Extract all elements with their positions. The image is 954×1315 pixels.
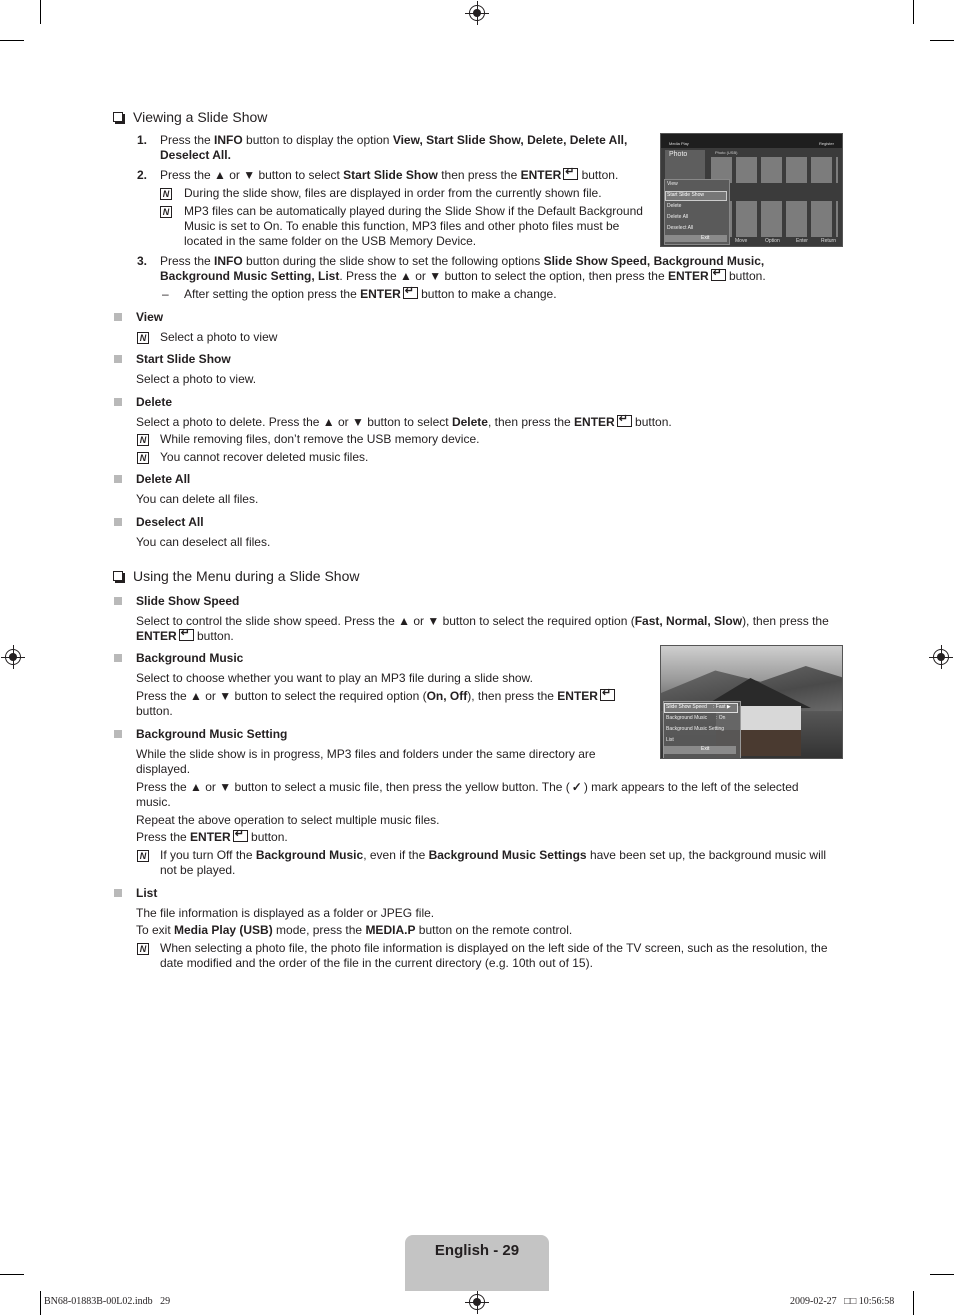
item-text: Press the ▲ or ▼ button to select a music file, then press the yellow button. The ( ✓ ) mark appears to the left of the selected xyxy=(136,780,799,794)
square-bullet-icon xyxy=(114,518,122,526)
note-icon: N xyxy=(137,943,149,955)
enter-icon xyxy=(233,830,248,842)
square-bullet-icon xyxy=(114,597,122,605)
step3-text: Press the INFO button during the slide show to set the following options Slide Show Speed, Background Music, xyxy=(160,254,765,268)
slide-menu-item: Background Music xyxy=(666,715,708,721)
item-title-deselect-all: Deselect All xyxy=(136,515,204,529)
checkbox-bullet-icon xyxy=(113,112,123,122)
item-text: music. xyxy=(136,795,171,809)
media-play-screenshot xyxy=(660,133,843,247)
item-text: displayed. xyxy=(136,762,191,776)
note-text: If you turn Off the Background Music, even if the Background Music Settings have been set up, the background music will xyxy=(160,848,827,862)
bottom-nav-enter: Enter xyxy=(796,238,808,244)
item-title-start-slide-show: Start Slide Show xyxy=(136,352,231,366)
note-icon: N xyxy=(160,206,172,218)
step2-text: Press the ▲ or ▼ button to select Start Slide Show then press the ENTER↵ button. xyxy=(160,168,618,183)
note-icon: N xyxy=(137,850,149,862)
registration-mark-icon xyxy=(469,1294,485,1310)
note-icon: N xyxy=(137,452,149,464)
note-text: MP3 files can be automatically played during the Slide Show if the Default Background xyxy=(184,204,643,218)
crop-mark xyxy=(0,40,24,41)
item-text: Select to choose whether you want to play an MP3 file during a slide show. xyxy=(136,671,533,685)
square-bullet-icon xyxy=(114,398,122,406)
slide-menu-value: : On xyxy=(716,715,726,721)
bottom-nav-return: Return xyxy=(821,238,837,244)
item-text: Select to control the slide show speed. Press the ▲ or ▼ button to select the required option (Fast, Normal, Slow), then press the xyxy=(136,614,829,628)
crop-mark xyxy=(40,0,41,24)
bottom-nav-move: Move xyxy=(735,238,748,244)
note-icon: N xyxy=(137,434,149,446)
options-exit-label: Exit xyxy=(701,235,710,241)
item-text: You can delete all files. xyxy=(136,492,259,506)
enter-icon xyxy=(711,269,726,281)
step-number: 3. xyxy=(137,254,148,268)
registration-mark-icon xyxy=(5,649,21,665)
item-title-background-music: Background Music xyxy=(136,651,244,665)
path-label: Photo (USB) xyxy=(715,150,738,155)
item-text: Press the ENTER↵ button. xyxy=(136,830,288,845)
options-menu-item: Start Slide Show xyxy=(667,192,704,198)
slide-menu-exit-bar xyxy=(664,746,736,754)
item-text: Repeat the above operation to select multiple music files. xyxy=(136,813,440,827)
checkmark-icon: ✓ xyxy=(571,780,582,794)
square-bullet-icon xyxy=(114,730,122,738)
section-title-viewing-slide-show: Viewing a Slide Show xyxy=(113,109,267,125)
square-bullet-icon xyxy=(114,654,122,662)
item-text: To exit Media Play (USB) mode, press the MEDIA.P button on the remote control. xyxy=(136,923,573,937)
enter-icon xyxy=(403,287,418,299)
slide-menu-item: List xyxy=(666,737,674,743)
section-title-menu-during-slide-show: Using the Menu during a Slide Show xyxy=(113,568,359,584)
square-bullet-icon xyxy=(114,313,122,321)
slide-menu-value: : Fast ▶ xyxy=(713,704,731,710)
item-text: The file information is displayed as a folder or JPEG file. xyxy=(136,906,435,920)
enter-icon xyxy=(600,689,615,701)
item-text: button. xyxy=(136,704,173,718)
item-title-delete-all: Delete All xyxy=(136,472,191,486)
slide-menu-exit-label: Exit xyxy=(701,746,710,752)
options-menu-item: Deselect All xyxy=(667,225,694,231)
screenshot-header-title: Media Play xyxy=(669,141,689,146)
thumbnail-grid-gap xyxy=(711,183,838,201)
item-text: While the slide show is in progress, MP3 files and folders under the same directory are xyxy=(136,747,596,761)
item-title-view: View xyxy=(136,310,164,324)
step-number: 2. xyxy=(137,168,148,182)
item-title-list: List xyxy=(136,886,158,900)
enter-icon xyxy=(563,168,578,180)
square-bullet-icon xyxy=(114,889,122,897)
note-text: When selecting a photo file, the photo file information is displayed on the left side of the TV screen, such as the resolution, the xyxy=(160,941,828,955)
square-bullet-icon xyxy=(114,355,122,363)
item-text: Select a photo to view. xyxy=(136,372,257,386)
square-bullet-icon xyxy=(114,475,122,483)
item-title-slide-show-speed: Slide Show Speed xyxy=(136,594,240,608)
options-exit-bar xyxy=(665,235,727,242)
registration-mark-icon xyxy=(933,649,949,665)
note-text: Music is set to On. To enable this function, MP3 files and other photo files must be xyxy=(184,219,620,233)
options-menu-item: View xyxy=(667,181,678,187)
note-icon: N xyxy=(160,188,172,200)
options-menu-item: Delete xyxy=(667,203,682,209)
crop-mark xyxy=(913,0,914,24)
print-timestamp: 2009-02-27 □□ 10:56:58 xyxy=(790,1296,895,1307)
enter-icon xyxy=(179,629,194,641)
step-number: 1. xyxy=(137,133,148,147)
note-text: During the slide show, files are displayed in order from the currently shown file. xyxy=(184,186,602,200)
note-text: not be played. xyxy=(160,863,236,877)
step3-text-line2: Background Music Setting, List. Press the ▲ or ▼ button to select the option, then press the ENTER↵ button. xyxy=(160,269,766,284)
photo-label: Photo xyxy=(669,151,688,158)
dash-bullet: – xyxy=(162,287,169,301)
checkbox-bullet-icon xyxy=(113,571,123,581)
note-text: While removing files, don’t remove the USB memory device. xyxy=(160,432,480,446)
note-text: You cannot recover deleted music files. xyxy=(160,450,369,464)
slide-show-screenshot xyxy=(660,645,843,759)
step1-text-line2: Deselect All. xyxy=(160,148,231,162)
crop-mark xyxy=(930,1274,954,1275)
crop-mark xyxy=(40,1291,41,1315)
step3-sub-text: After setting the option press the ENTER↵ button to make a change. xyxy=(184,287,557,302)
note-text: located in the same folder on the USB Memory Device. xyxy=(184,234,477,248)
item-text: Select a photo to delete. Press the ▲ or ▼ button to select Delete, then press the ENTER↵ button. xyxy=(136,415,672,430)
note-icon: N xyxy=(137,332,149,344)
enter-icon xyxy=(617,415,632,427)
registration-mark-icon xyxy=(469,5,485,21)
item-text: ENTER↵ button. xyxy=(136,629,234,644)
note-text: Select a photo to view xyxy=(160,330,278,344)
options-menu-item: Delete All xyxy=(667,214,689,220)
note-text: date modified and the order of the file in the current directory (e.g. 10th out of 15). xyxy=(160,956,593,970)
item-title-delete: Delete xyxy=(136,395,173,409)
page-number: English - 29 xyxy=(434,1242,520,1259)
slide-menu-item: Slide Show Speed xyxy=(666,704,707,710)
crop-mark xyxy=(0,1274,24,1275)
slide-menu-item: Background Music Setting xyxy=(666,726,725,732)
item-text: You can deselect all files. xyxy=(136,535,271,549)
item-text: Press the ▲ or ▼ button to select the required option (On, Off), then press the ENTER↵ xyxy=(136,689,615,704)
bottom-nav-option: Option xyxy=(765,238,780,244)
item-title-background-music-setting: Background Music Setting xyxy=(136,727,288,741)
screenshot-header-right: Register xyxy=(819,141,834,146)
crop-mark xyxy=(930,40,954,41)
crop-mark xyxy=(913,1291,914,1315)
file-info: BN68-01883B-00L02.indb 29 xyxy=(44,1296,171,1307)
step1-text: Press the INFO button to display the option View, Start Slide Show, Delete, Delete All, xyxy=(160,133,628,147)
